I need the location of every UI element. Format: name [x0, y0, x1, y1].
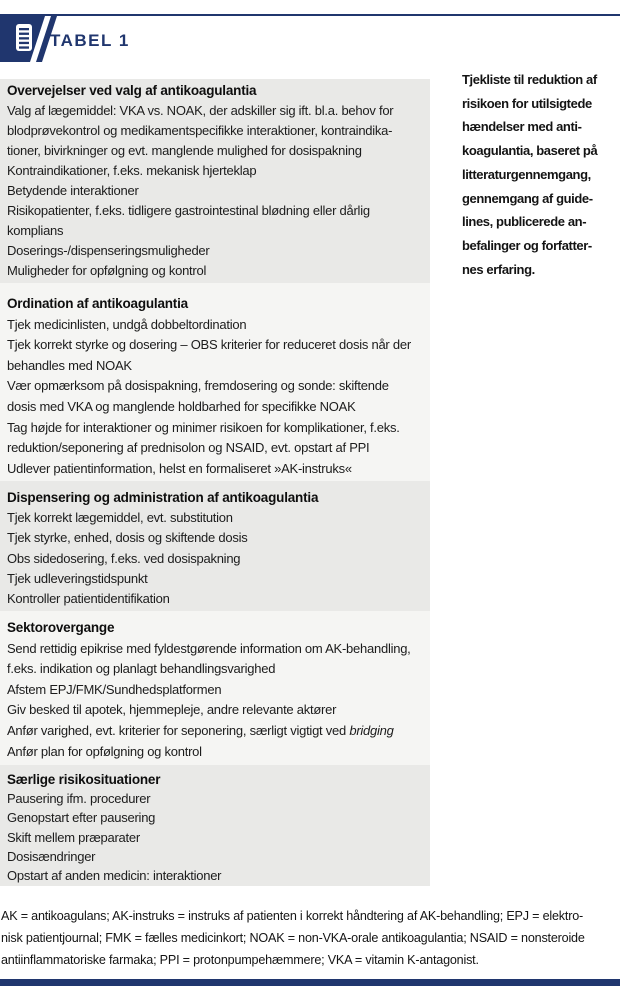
table-line: Muligheder for opfølgning og kontrol	[7, 263, 207, 278]
caption-line: lines, publicerede an-	[462, 214, 587, 230]
table-line: Betydende interaktioner	[7, 183, 139, 198]
table-line: Kontroller patientidentifikation	[7, 591, 170, 607]
caption-line: litteraturgennemgang,	[462, 166, 591, 182]
footnote-line: nisk patientjournal; FMK = fælles medicinkort; NOAK = non-VKA-orale antikoagulantia; NSAID = nonsteroide	[1, 931, 585, 945]
section-saerlige-risikosituationer	[0, 765, 430, 886]
section-header: Særlige risikosituationer	[7, 772, 161, 787]
table-line: Afstem EPJ/FMK/Sundhedsplatformen	[7, 681, 222, 697]
abbreviations-footnote	[1, 905, 620, 971]
table-line-text: Anfør varighed, evt. kriterier for seponering, særligt vigtigt ved	[7, 722, 350, 738]
table-line: f.eks. indikation og planlagt behandlingsvarighed	[7, 661, 276, 677]
table-line-italic-term: bridging	[349, 722, 394, 738]
caption-line: nes erfaring.	[462, 261, 535, 277]
footnote-line: AK = antikoagulans; AK-instruks = instruks af patienten i korrekt håndtering af AK-behandling; EPJ = elektro-	[1, 909, 583, 923]
footnote-line: antiinflammatoriske farmaka; PPI = protonpumpehæmmere; VKA = vitamin K-antagonist.	[1, 953, 479, 967]
table-line: Tjek korrekt styrke og dosering – OBS kriterier for reduceret dosis når der	[7, 337, 411, 353]
section-header: Dispensering og administration af antikoagulantia	[7, 490, 319, 505]
table-line	[0, 721, 430, 742]
table-line: Tjek medicinlisten, undgå dobbeltordination	[7, 316, 247, 332]
table-line: Tjek udleveringstidspunkt	[7, 570, 148, 586]
table-line: Anfør plan for opfølgning og kontrol	[7, 743, 202, 759]
margin-caption	[462, 68, 620, 281]
table-line: Udlever patientinformation, helst en formaliseret »AK-instruks«	[7, 460, 352, 476]
table-line: reduktion/seponering af prednisolon og NSAID, evt. opstart af PPI	[7, 440, 370, 456]
table-line: Tjek korrekt lægemiddel, evt. substitution	[7, 510, 233, 526]
table-line: Send rettidig epikrise med fyldestgørende information om AK-behandling,	[7, 640, 411, 656]
section-sektorovergange	[0, 611, 430, 765]
table-line: Genopstart efter pausering	[7, 810, 156, 826]
caption-line: hændelser med anti-	[462, 119, 582, 135]
caption-line: risikoen for utilsigtede	[462, 95, 592, 111]
table-line: Obs sidedosering, f.eks. ved dosispakning	[7, 550, 241, 566]
table-line: Kontraindikationer, f.eks. mekanisk hjerteklap	[7, 163, 257, 178]
section-dispensering	[0, 481, 430, 611]
caption-line: befalinger og forfatter-	[462, 237, 592, 253]
caption-line: Tjekliste til reduktion af	[462, 72, 597, 87]
section-overvejelser	[0, 79, 430, 283]
top-divider	[0, 14, 620, 16]
table-line: Opstart af anden medicin: interaktioner	[7, 868, 222, 884]
section-ordination	[0, 283, 430, 481]
table-line: dosis med VKA og manglende holdbarhed for specifikke NOAK	[7, 398, 356, 414]
table-line: Vær opmærksom på dosispakning, fremdosering og sonde: skiftende	[7, 378, 389, 394]
table-line: Risikopatienter, f.eks. tidligere gastrointestinal blødning eller dårlig	[7, 203, 370, 218]
table-line: Dosisændringer	[7, 848, 96, 864]
table-line: blodprøvekontrol og medikamentspecifikke interaktioner, kontraindika-	[7, 123, 393, 138]
section-header: Ordination af antikoagulantia	[7, 296, 188, 311]
table-line: behandles med NOAK	[7, 357, 132, 373]
bottom-divider	[0, 979, 620, 986]
caption-line: gennemgang af guide-	[462, 190, 593, 206]
table-line: Pausering ifm. procedurer	[7, 791, 151, 807]
table-line: tioner, bivirkninger og evt. manglende mulighed for dosispakning	[7, 143, 362, 158]
section-header: Sektorovergange	[7, 620, 115, 635]
document-lines-icon	[16, 24, 32, 51]
table-line: komplians	[7, 223, 64, 238]
table-line: Tjek styrke, enhed, dosis og skiftende dosis	[7, 530, 248, 546]
section-header: Overvejelser ved valg af antikoagulantia	[7, 83, 257, 98]
table-line: Doserings-/dispenseringsmuligheder	[7, 243, 210, 258]
table-label: TABEL 1	[50, 31, 130, 50]
table-line: Valg af lægemiddel: VKA vs. NOAK, der adskiller sig ift. bl.a. behov for	[7, 103, 394, 118]
table-line: Tag højde for interaktioner og minimer risikoen for komplikationer, f.eks.	[7, 419, 400, 435]
caption-line: koagulantia, baseret på	[462, 143, 598, 159]
table-line: Skift mellem præparater	[7, 829, 140, 845]
table-line: Giv besked til apotek, hjemmepleje, andre relevante aktører	[7, 702, 337, 718]
